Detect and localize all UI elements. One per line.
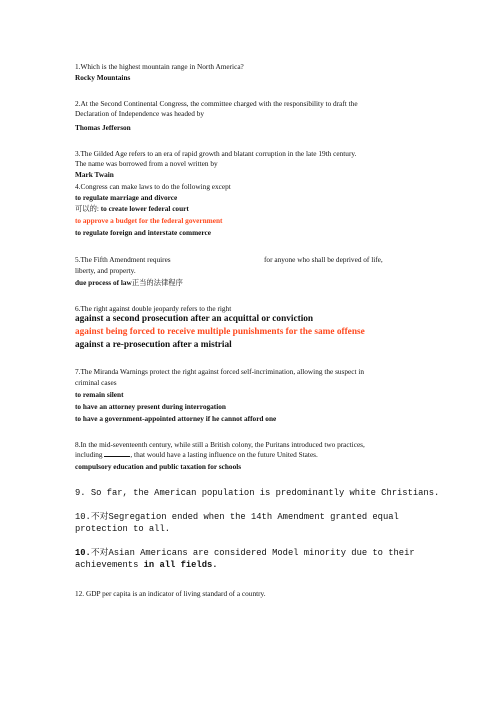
question-1: 1.Which is the highest mountain range in North America?	[75, 62, 244, 71]
statement-text: Asian Americans are considered Model minority due to their	[108, 548, 415, 558]
answer-1: Rocky Mountains	[75, 73, 131, 82]
statement-number: 10.	[75, 548, 91, 558]
statement-10b-line-2	[75, 560, 218, 571]
statement-emphasis: in all fields.	[143, 560, 218, 570]
question-8-after-blank: , that would have a lasting influence on the future United States.	[130, 450, 318, 459]
answer-2: Thomas Jefferson	[75, 123, 131, 132]
question-8-line-1: 8.In the mid-seventeenth century, while still a British colony, the Puritans introduced two practices,	[75, 440, 365, 449]
option-4-2: to approve a budget for the federal government	[75, 216, 223, 225]
question-3-line-1: 3.The Gilded Age refers to an era of rapid growth and blatant corruption in the late 19th century.	[75, 149, 357, 158]
statement-12: 12. GDP per capita is an indicator of living standard of a country.	[75, 589, 266, 598]
option-4-1	[75, 204, 189, 213]
answer-text: due process of law	[75, 278, 132, 287]
question-6: 6.The right against double jeopardy refers to the right	[75, 304, 232, 313]
question-5-line-2: liberty, and property.	[75, 266, 136, 275]
statement-10a-line-2: protection to all.	[75, 524, 171, 534]
question-4: 4.Congress can make laws to do the following except	[75, 182, 231, 191]
option-6-1: against a second prosecution after an acquittal or conviction	[75, 314, 314, 324]
question-2-line-2: Declaration of Independence was headed by	[75, 109, 205, 118]
question-7-line-1: 7.The Miranda Warnings protect the right against forced self-incrimination, allowing the suspect in	[75, 367, 365, 376]
question-8-before-blank: including	[75, 450, 103, 459]
answer-8: compulsory education and public taxation for schools	[75, 462, 242, 471]
option-6-3: against a re-prosecution after a mistrial	[75, 340, 232, 350]
statement-9: 9. So far, the American population is predominantly white Christians.	[75, 488, 440, 498]
option-7-2: to have an attorney present during interrogation	[75, 402, 226, 411]
fill-in-blank	[104, 450, 130, 457]
answer-4: to regulate marriage and divorce	[75, 193, 178, 202]
answer-cn: 正当的法律程序	[131, 278, 183, 287]
option-text: to create lower federal court	[100, 204, 189, 213]
question-3-line-2: The name was borrowed from a novel written by	[75, 159, 218, 168]
question-8-line-2	[75, 450, 318, 459]
statement-cn-mark: 不对	[90, 548, 109, 558]
answer-5	[75, 278, 183, 287]
option-7-1: to remain silent	[75, 390, 124, 399]
statement-text: achievements	[75, 560, 139, 570]
statement-number: 10.	[75, 512, 91, 522]
option-7-3: to have a government-appointed attorney if he cannot afford one	[75, 414, 277, 423]
question-7-line-2: criminal cases	[75, 378, 117, 387]
statement-10b-line-1	[75, 548, 415, 559]
option-4-3: to regulate foreign and interstate commerce	[75, 228, 211, 237]
question-2-line-1: 2.At the Second Continental Congress, the committee charged with the responsibility to draft the	[75, 99, 358, 108]
question-5-line-1-start: 5.The Fifth Amendment requires	[75, 255, 171, 264]
option-6-2: against being forced to receive multiple punishments for the same offense	[75, 327, 365, 337]
statement-cn-mark: 不对	[90, 512, 109, 522]
answer-3: Mark Twain	[75, 170, 114, 179]
statement-10a-line-1	[75, 512, 399, 523]
question-5-line-1-end: for anyone who shall be deprived of life,	[264, 255, 383, 264]
statement-text: Segregation ended when the 14th Amendment granted equal	[108, 512, 399, 522]
option-prefix: 可以的:	[75, 204, 99, 213]
